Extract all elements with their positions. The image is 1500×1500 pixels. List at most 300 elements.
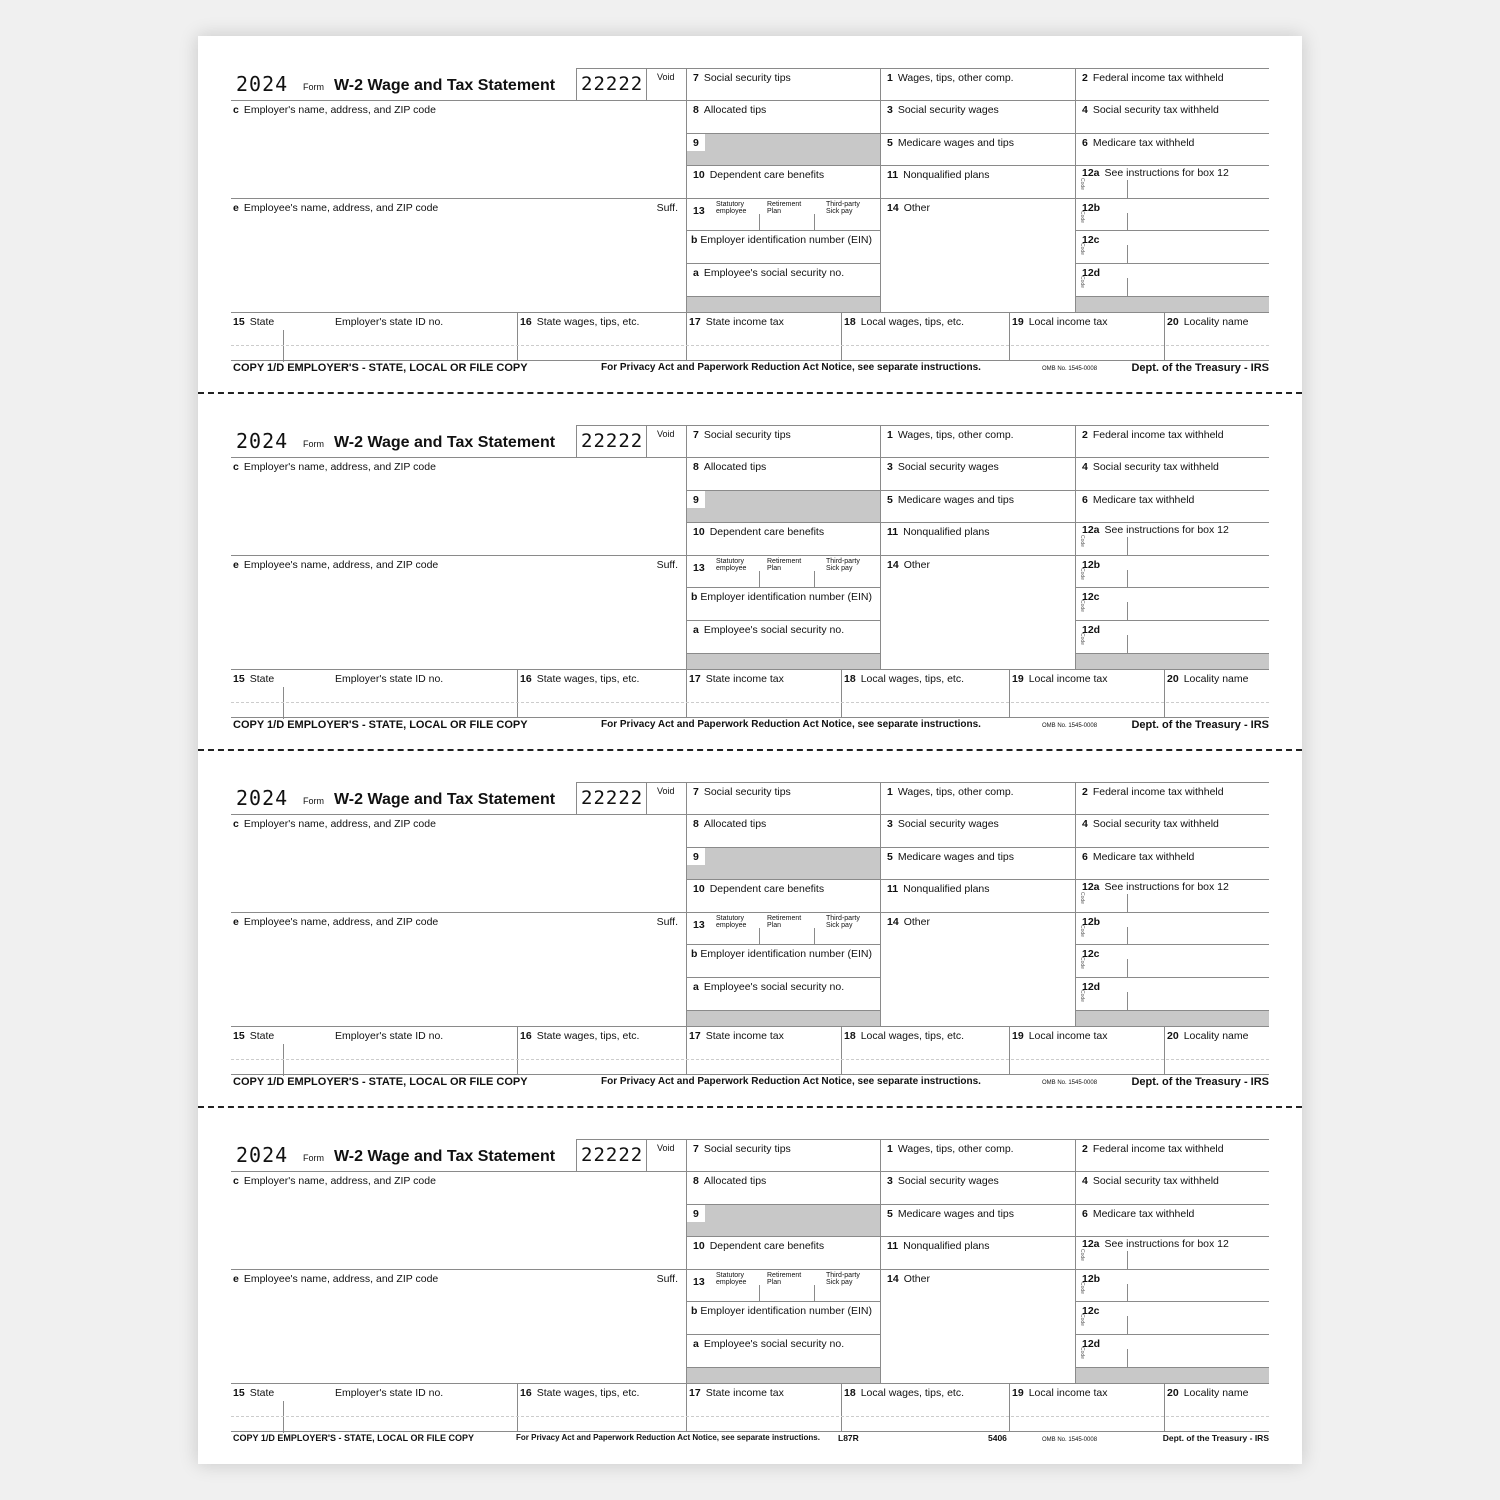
box-c-employer[interactable] xyxy=(231,1171,686,1269)
omb-number: OMB No. 1545-0008 xyxy=(1042,366,1098,372)
box-label: Employee's social security no. xyxy=(703,981,845,993)
box-label: Medicare tax withheld xyxy=(1092,1208,1195,1220)
box-number: 2 xyxy=(1082,786,1088,798)
box-number: 20 xyxy=(1167,316,1179,328)
box-number: 12b xyxy=(1082,202,1101,214)
box-3[interactable] xyxy=(880,457,1075,490)
box-number: 11 xyxy=(887,169,899,181)
box-label: Local wages, tips, etc. xyxy=(860,1030,964,1042)
box-number: 7 xyxy=(693,1143,699,1155)
third-party-sick-pay-checkbox[interactable]: Third-party Sick pay xyxy=(826,558,860,572)
box-a-ssn[interactable] xyxy=(686,977,880,1010)
box-12c[interactable] xyxy=(1075,944,1269,977)
box-number: 12d xyxy=(1082,267,1101,279)
box-label: Social security tax withheld xyxy=(1092,104,1219,116)
code-label: Code xyxy=(1079,1282,1085,1294)
box-12b[interactable] xyxy=(1075,198,1269,230)
box-5[interactable] xyxy=(880,1204,1075,1236)
box-2[interactable] xyxy=(1075,68,1269,100)
box-20[interactable] xyxy=(1164,669,1269,718)
box-14[interactable] xyxy=(880,198,1075,312)
box-1[interactable] xyxy=(880,425,1075,457)
box-12a[interactable] xyxy=(1075,165,1269,198)
box-13 xyxy=(686,198,880,230)
statutory-employee-checkbox[interactable]: Statutory employee xyxy=(716,1272,747,1286)
box-number: 15 xyxy=(233,673,245,685)
form-word: Form xyxy=(303,1153,324,1163)
box-label: State income tax xyxy=(705,316,784,328)
box-label: Employee's social security no. xyxy=(703,267,845,279)
box-label: Social security tips xyxy=(703,1143,791,1155)
divider xyxy=(814,1285,815,1302)
box-label: Medicare wages and tips xyxy=(897,1208,1014,1220)
box-12d[interactable] xyxy=(1075,1334,1269,1367)
dotted-line xyxy=(231,702,1269,703)
box-8[interactable] xyxy=(686,100,880,133)
box-19[interactable] xyxy=(1009,1383,1164,1432)
box-16[interactable] xyxy=(517,1026,686,1075)
box-10[interactable] xyxy=(686,879,880,912)
void-checkbox[interactable]: Void xyxy=(646,68,686,100)
divider xyxy=(283,687,284,719)
box-number: 12c xyxy=(1082,1305,1100,1317)
box-12d[interactable] xyxy=(1075,620,1269,653)
box-number: c xyxy=(233,104,239,116)
box-a-ssn[interactable] xyxy=(686,620,880,653)
box-1[interactable] xyxy=(880,1139,1075,1171)
box-number: 7 xyxy=(693,72,699,84)
copy-designation: COPY 1/D EMPLOYER'S - STATE, LOCAL OR FILE COPY xyxy=(233,1076,528,1088)
box-12a[interactable] xyxy=(1075,1236,1269,1269)
box-14[interactable] xyxy=(880,555,1075,669)
box-6[interactable] xyxy=(1075,847,1269,879)
retirement-plan-checkbox[interactable]: Retirement Plan xyxy=(767,558,802,572)
box-label: Federal income tax withheld xyxy=(1092,786,1224,798)
privacy-notice: For Privacy Act and Paperwork Reduction Act Notice, see separate instructions. xyxy=(601,719,981,730)
form-word: Form xyxy=(303,796,324,806)
box-label: Other xyxy=(903,1273,930,1285)
w2-form-copy xyxy=(231,68,1269,388)
box-label: State wages, tips, etc. xyxy=(536,316,640,328)
divider xyxy=(1127,213,1128,231)
box-15[interactable] xyxy=(231,669,517,718)
box-number: 4 xyxy=(1082,818,1088,830)
box-12d[interactable] xyxy=(1075,263,1269,296)
copy-designation: COPY 1/D EMPLOYER'S - STATE, LOCAL OR FILE COPY xyxy=(233,362,528,374)
box-number: 14 xyxy=(887,916,899,928)
box-12d[interactable] xyxy=(1075,977,1269,1010)
form-title: W-2 Wage and Tax Statement xyxy=(334,791,556,808)
box-number: 13 xyxy=(693,919,705,931)
box-number: 10 xyxy=(693,169,705,181)
box-1[interactable] xyxy=(880,68,1075,100)
box-c-employer[interactable] xyxy=(231,100,686,198)
box-number: 2 xyxy=(1082,429,1088,441)
box-14[interactable] xyxy=(880,1269,1075,1383)
box-number: 13 xyxy=(693,1276,705,1288)
box-20[interactable] xyxy=(1164,312,1269,361)
box-8[interactable] xyxy=(686,814,880,847)
form-header xyxy=(231,68,576,100)
box-number: 18 xyxy=(844,316,856,328)
box-15[interactable] xyxy=(231,1026,517,1075)
box-5[interactable] xyxy=(880,490,1075,522)
box-label: Locality name xyxy=(1183,1387,1249,1399)
box-9 xyxy=(686,1204,880,1236)
box-3[interactable] xyxy=(880,1171,1075,1204)
divider xyxy=(1127,927,1128,945)
box-number: e xyxy=(233,1273,239,1285)
box-4[interactable] xyxy=(1075,457,1269,490)
box-5[interactable] xyxy=(880,133,1075,165)
box-sublabel: Employer's state ID no. xyxy=(335,316,444,328)
box-number: 11 xyxy=(887,883,899,895)
box-number: b xyxy=(691,1305,698,1317)
department-label: Dept. of the Treasury - IRS xyxy=(1131,1076,1269,1088)
code-label: Code xyxy=(1079,535,1085,547)
box-4[interactable] xyxy=(1075,1171,1269,1204)
box-number: 12a xyxy=(1082,881,1100,893)
divider xyxy=(814,571,815,588)
box-c-employer[interactable] xyxy=(231,814,686,912)
shaded-area xyxy=(1075,653,1269,669)
box-3[interactable] xyxy=(880,814,1075,847)
omb-number: OMB No. 1545-0008 xyxy=(1042,1437,1098,1443)
box-label: Dependent care benefits xyxy=(709,1240,825,1252)
void-checkbox[interactable]: Void xyxy=(646,1139,686,1171)
form-footer xyxy=(231,362,1269,376)
box-12b[interactable] xyxy=(1075,555,1269,587)
divider xyxy=(1127,1349,1128,1367)
divider xyxy=(814,214,815,231)
box-label: Nonqualified plans xyxy=(903,883,990,895)
box-number: 6 xyxy=(1082,137,1088,149)
box-number: 20 xyxy=(1167,1387,1179,1399)
box-label: State xyxy=(249,316,275,328)
box-a-ssn[interactable] xyxy=(686,1334,880,1367)
box-number: 20 xyxy=(1167,673,1179,685)
perforation-line xyxy=(198,749,1302,751)
box-4[interactable] xyxy=(1075,100,1269,133)
box-number: 19 xyxy=(1012,673,1024,685)
box-number: 6 xyxy=(1082,1208,1088,1220)
box-number: b xyxy=(691,948,698,960)
void-checkbox[interactable]: Void xyxy=(646,425,686,457)
box-13 xyxy=(686,912,880,944)
privacy-notice: For Privacy Act and Paperwork Reduction Act Notice, see separate instructions. xyxy=(601,1076,981,1087)
box-8[interactable] xyxy=(686,1171,880,1204)
box-19[interactable] xyxy=(1009,1026,1164,1075)
box-5[interactable] xyxy=(880,847,1075,879)
box-number: e xyxy=(233,559,239,571)
box-3[interactable] xyxy=(880,100,1075,133)
box-number: 1 xyxy=(887,1143,893,1155)
shaded-area xyxy=(686,1010,880,1026)
box-label: Local wages, tips, etc. xyxy=(860,1387,964,1399)
box-12c[interactable] xyxy=(1075,1301,1269,1334)
third-party-sick-pay-checkbox[interactable]: Third-party Sick pay xyxy=(826,915,860,929)
box-label: Social security wages xyxy=(897,461,999,473)
box-sublabel: Employer's state ID no. xyxy=(335,1030,444,1042)
control-code: 22222 xyxy=(576,782,646,814)
code-label: Code xyxy=(1079,568,1085,580)
department-label: Dept. of the Treasury - IRS xyxy=(1131,362,1269,374)
box-15[interactable] xyxy=(231,312,517,361)
box-label: See instructions for box 12 xyxy=(1104,1238,1229,1250)
w2-form-copy xyxy=(231,425,1269,745)
box-2[interactable] xyxy=(1075,782,1269,814)
box-18[interactable] xyxy=(841,1026,1009,1075)
box-label: Social security tips xyxy=(703,429,791,441)
box-7[interactable] xyxy=(686,425,880,457)
retirement-plan-checkbox[interactable]: Retirement Plan xyxy=(767,201,802,215)
box-13 xyxy=(686,555,880,587)
box-12a[interactable] xyxy=(1075,522,1269,555)
box-label: Social security tax withheld xyxy=(1092,1175,1219,1187)
box-number: 17 xyxy=(689,316,701,328)
box-19[interactable] xyxy=(1009,312,1164,361)
box-label: Allocated tips xyxy=(703,818,767,830)
suffix-label: Suff. xyxy=(656,1273,678,1285)
tax-year: 2024 xyxy=(236,786,289,810)
box-label: See instructions for box 12 xyxy=(1104,881,1229,893)
divider xyxy=(1127,570,1128,588)
box-label: Social security tips xyxy=(703,786,791,798)
box-6[interactable] xyxy=(1075,133,1269,165)
box-13 xyxy=(686,1269,880,1301)
box-e-employee[interactable] xyxy=(231,912,686,1026)
box-label: Local income tax xyxy=(1028,673,1108,685)
box-6[interactable] xyxy=(1075,1204,1269,1236)
box-number: 8 xyxy=(693,1175,699,1187)
box-11[interactable] xyxy=(880,165,1075,198)
box-number: 6 xyxy=(1082,851,1088,863)
privacy-notice: For Privacy Act and Paperwork Reduction Act Notice, see separate instructions. xyxy=(516,1433,820,1442)
box-b-ein[interactable] xyxy=(686,944,880,977)
box-label: Locality name xyxy=(1183,316,1249,328)
box-number: 7 xyxy=(693,786,699,798)
divider xyxy=(1127,635,1128,653)
box-10[interactable] xyxy=(686,522,880,555)
box-number: 2 xyxy=(1082,1143,1088,1155)
retirement-plan-checkbox[interactable]: Retirement Plan xyxy=(767,1272,802,1286)
box-number: 19 xyxy=(1012,1030,1024,1042)
box-label: Medicare wages and tips xyxy=(897,137,1014,149)
divider xyxy=(1127,894,1128,912)
box-label: Dependent care benefits xyxy=(709,526,825,538)
box-10[interactable] xyxy=(686,1236,880,1269)
divider xyxy=(1127,959,1128,977)
shaded-area xyxy=(686,653,880,669)
box-label: Nonqualified plans xyxy=(903,526,990,538)
box-number: 19 xyxy=(1012,1387,1024,1399)
box-label: Nonqualified plans xyxy=(903,1240,990,1252)
box-9 xyxy=(686,133,880,165)
box-18[interactable] xyxy=(841,1383,1009,1432)
box-17[interactable] xyxy=(686,1383,841,1432)
divider xyxy=(1127,278,1128,296)
code-label: Code xyxy=(1079,990,1085,1002)
form-footer xyxy=(231,1433,1269,1447)
box-number: 18 xyxy=(844,1030,856,1042)
box-9 xyxy=(686,490,880,522)
copy-designation: COPY 1/D EMPLOYER'S - STATE, LOCAL OR FILE COPY xyxy=(233,1433,475,1443)
box-number: a xyxy=(693,981,699,993)
box-4[interactable] xyxy=(1075,814,1269,847)
department-label: Dept. of the Treasury - IRS xyxy=(1131,719,1269,731)
box-number: 11 xyxy=(887,526,899,538)
tax-year: 2024 xyxy=(236,429,289,453)
form-header xyxy=(231,425,576,457)
third-party-sick-pay-checkbox[interactable]: Third-party Sick pay xyxy=(826,201,860,215)
box-number: 8 xyxy=(693,818,699,830)
box-15[interactable] xyxy=(231,1383,517,1432)
box-20[interactable] xyxy=(1164,1383,1269,1432)
form-footer xyxy=(231,719,1269,733)
box-1[interactable] xyxy=(880,782,1075,814)
box-number: c xyxy=(233,1175,239,1187)
shaded-area xyxy=(1075,1010,1269,1026)
code-label: Code xyxy=(1079,243,1085,255)
box-number: 12c xyxy=(1082,234,1100,246)
box-2[interactable] xyxy=(1075,1139,1269,1171)
copy-designation: COPY 1/D EMPLOYER'S - STATE, LOCAL OR FILE COPY xyxy=(233,719,528,731)
retirement-plan-checkbox[interactable]: Retirement Plan xyxy=(767,915,802,929)
control-code: 22222 xyxy=(576,1139,646,1171)
box-16[interactable] xyxy=(517,312,686,361)
box-number: 3 xyxy=(887,1175,893,1187)
box-label: Federal income tax withheld xyxy=(1092,1143,1224,1155)
box-label: Employee's social security no. xyxy=(703,1338,845,1350)
form-title: W-2 Wage and Tax Statement xyxy=(334,1148,556,1165)
box-11[interactable] xyxy=(880,879,1075,912)
box-17[interactable] xyxy=(686,669,841,718)
void-checkbox[interactable]: Void xyxy=(646,782,686,814)
box-label: See instructions for box 12 xyxy=(1104,167,1229,179)
code-label: Code xyxy=(1079,211,1085,223)
box-b-ein[interactable] xyxy=(686,587,880,620)
box-label: Local income tax xyxy=(1028,316,1108,328)
box-label: Employer identification number (EIN) xyxy=(700,948,872,960)
dotted-line xyxy=(231,1416,1269,1417)
box-17[interactable] xyxy=(686,1026,841,1075)
box-label: Medicare tax withheld xyxy=(1092,851,1195,863)
box-number: 16 xyxy=(520,1030,532,1042)
box-11[interactable] xyxy=(880,1236,1075,1269)
box-number: 12d xyxy=(1082,1338,1101,1350)
box-14[interactable] xyxy=(880,912,1075,1026)
box-label: Local income tax xyxy=(1028,1030,1108,1042)
box-sublabel: Employer's state ID no. xyxy=(335,673,444,685)
box-number: 12c xyxy=(1082,948,1100,960)
box-number: 17 xyxy=(689,1387,701,1399)
box-number: 2 xyxy=(1082,72,1088,84)
box-label: Employee's name, address, and ZIP code xyxy=(243,202,439,214)
box-7[interactable] xyxy=(686,68,880,100)
form-number: 5406 xyxy=(988,1433,1007,1443)
box-label: State xyxy=(249,673,275,685)
statutory-employee-checkbox[interactable]: Statutory employee xyxy=(716,558,747,572)
catalog-number: L87R xyxy=(838,1433,859,1443)
box-2[interactable] xyxy=(1075,425,1269,457)
box-12b[interactable] xyxy=(1075,912,1269,944)
box-number: 3 xyxy=(887,461,893,473)
statutory-employee-checkbox[interactable]: Statutory employee xyxy=(716,201,747,215)
box-label: Local wages, tips, etc. xyxy=(860,673,964,685)
box-number: 12b xyxy=(1082,916,1101,928)
box-16[interactable] xyxy=(517,1383,686,1432)
box-label: Other xyxy=(903,916,930,928)
box-16[interactable] xyxy=(517,669,686,718)
box-label: Dependent care benefits xyxy=(709,169,825,181)
box-c-employer[interactable] xyxy=(231,457,686,555)
box-8[interactable] xyxy=(686,457,880,490)
box-label: Employer identification number (EIN) xyxy=(700,1305,872,1317)
box-number: b xyxy=(691,234,698,246)
code-label: Code xyxy=(1079,600,1085,612)
box-7[interactable] xyxy=(686,1139,880,1171)
box-a-ssn[interactable] xyxy=(686,263,880,296)
box-e-employee[interactable] xyxy=(231,198,686,312)
statutory-employee-checkbox[interactable]: Statutory employee xyxy=(716,915,747,929)
box-12c[interactable] xyxy=(1075,230,1269,263)
divider xyxy=(759,928,760,945)
box-19[interactable] xyxy=(1009,669,1164,718)
box-number: 4 xyxy=(1082,1175,1088,1187)
box-label: Allocated tips xyxy=(703,104,767,116)
box-17[interactable] xyxy=(686,312,841,361)
box-b-ein[interactable] xyxy=(686,1301,880,1334)
box-12b[interactable] xyxy=(1075,1269,1269,1301)
box-label: Allocated tips xyxy=(703,1175,767,1187)
box-label: Federal income tax withheld xyxy=(1092,429,1224,441)
box-b-ein[interactable] xyxy=(686,230,880,263)
box-11[interactable] xyxy=(880,522,1075,555)
shaded-area xyxy=(686,1367,880,1383)
box-label: Social security tax withheld xyxy=(1092,818,1219,830)
code-label: Code xyxy=(1079,925,1085,937)
box-6[interactable] xyxy=(1075,490,1269,522)
box-number: 1 xyxy=(887,429,893,441)
divider xyxy=(1127,245,1128,263)
third-party-sick-pay-checkbox[interactable]: Third-party Sick pay xyxy=(826,1272,860,1286)
box-number: 9 xyxy=(687,491,705,508)
box-number: 15 xyxy=(233,316,245,328)
box-number: c xyxy=(233,818,239,830)
box-number: 16 xyxy=(520,673,532,685)
box-18[interactable] xyxy=(841,312,1009,361)
box-label: Locality name xyxy=(1183,673,1249,685)
box-7[interactable] xyxy=(686,782,880,814)
box-label: Other xyxy=(903,202,930,214)
box-e-employee[interactable] xyxy=(231,1269,686,1383)
box-20[interactable] xyxy=(1164,1026,1269,1075)
box-e-employee[interactable] xyxy=(231,555,686,669)
box-18[interactable] xyxy=(841,669,1009,718)
form-footer xyxy=(231,1076,1269,1090)
divider xyxy=(814,928,815,945)
box-12a[interactable] xyxy=(1075,879,1269,912)
box-label: Locality name xyxy=(1183,1030,1249,1042)
box-12c[interactable] xyxy=(1075,587,1269,620)
box-label: State income tax xyxy=(705,1030,784,1042)
box-label: State income tax xyxy=(705,1387,784,1399)
box-number: 15 xyxy=(233,1030,245,1042)
form-header xyxy=(231,1139,576,1171)
box-10[interactable] xyxy=(686,165,880,198)
box-label: Wages, tips, other comp. xyxy=(897,786,1014,798)
box-number: 5 xyxy=(887,1208,893,1220)
